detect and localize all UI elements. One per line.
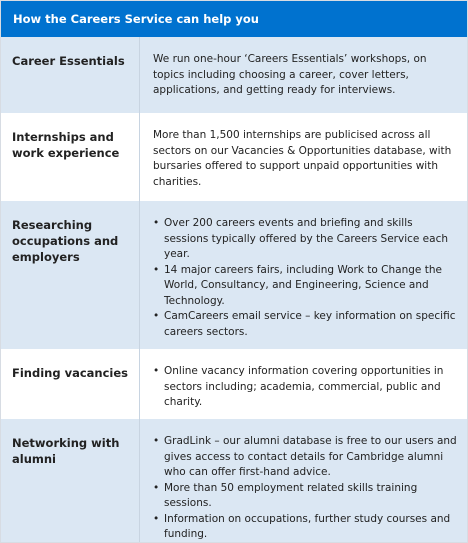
list-item: • Over 200 careers events and briefing and skills sessions typically offered by the Careers Service each year. xyxy=(153,216,457,263)
row-label: Networking with alumni xyxy=(1,419,140,542)
table-row-finding-vacancies xyxy=(1,349,467,419)
bullet-list xyxy=(153,364,457,411)
list-item: • GradLink – our alumni database is free to our users and gives access to contact details for Cambridge alumni who can offer first-hand advice. xyxy=(153,434,457,481)
list-item: • Online vacancy information covering opportunities in sectors including; academia, commercial, public and charity. xyxy=(153,364,457,411)
row-text: More than 1,500 internships are publicised across all sectors on our Vacancies & Opportunities database, with bursaries offered to support unpaid opportunities with charities. xyxy=(153,129,452,188)
table-row-career-essentials xyxy=(1,37,467,113)
row-content xyxy=(140,113,467,201)
list-item: • More than 50 employment related skills training sessions. xyxy=(153,481,457,512)
table-row-networking xyxy=(1,419,467,542)
list-item: • Information on occupations, further study courses and funding. xyxy=(153,512,457,543)
bullet-list xyxy=(153,216,457,340)
row-label: Internships and work experience xyxy=(1,113,140,201)
row-label: Researching occupations and employers xyxy=(1,201,140,349)
list-item: • 14 major careers fairs, including Work to Change the World, Consultancy, and Engineering, Science and Technology. xyxy=(153,263,457,310)
row-content xyxy=(140,419,467,542)
row-label: Finding vacancies xyxy=(1,349,140,419)
row-content xyxy=(140,201,467,349)
row-content xyxy=(140,349,467,419)
table-header: How the Careers Service can help you xyxy=(1,1,467,37)
row-text: We run one-hour ‘Careers Essentials’ workshops, on topics including choosing a career, cover letters, applications, and getting ready for interviews. xyxy=(153,53,427,96)
row-content xyxy=(140,37,467,113)
row-label: Career Essentials xyxy=(1,37,140,113)
list-item: • CamCareers email service – key information on specific careers sectors. xyxy=(153,309,457,340)
table-row-researching xyxy=(1,201,467,349)
table-row-internships xyxy=(1,113,467,201)
bullet-list xyxy=(153,434,457,543)
